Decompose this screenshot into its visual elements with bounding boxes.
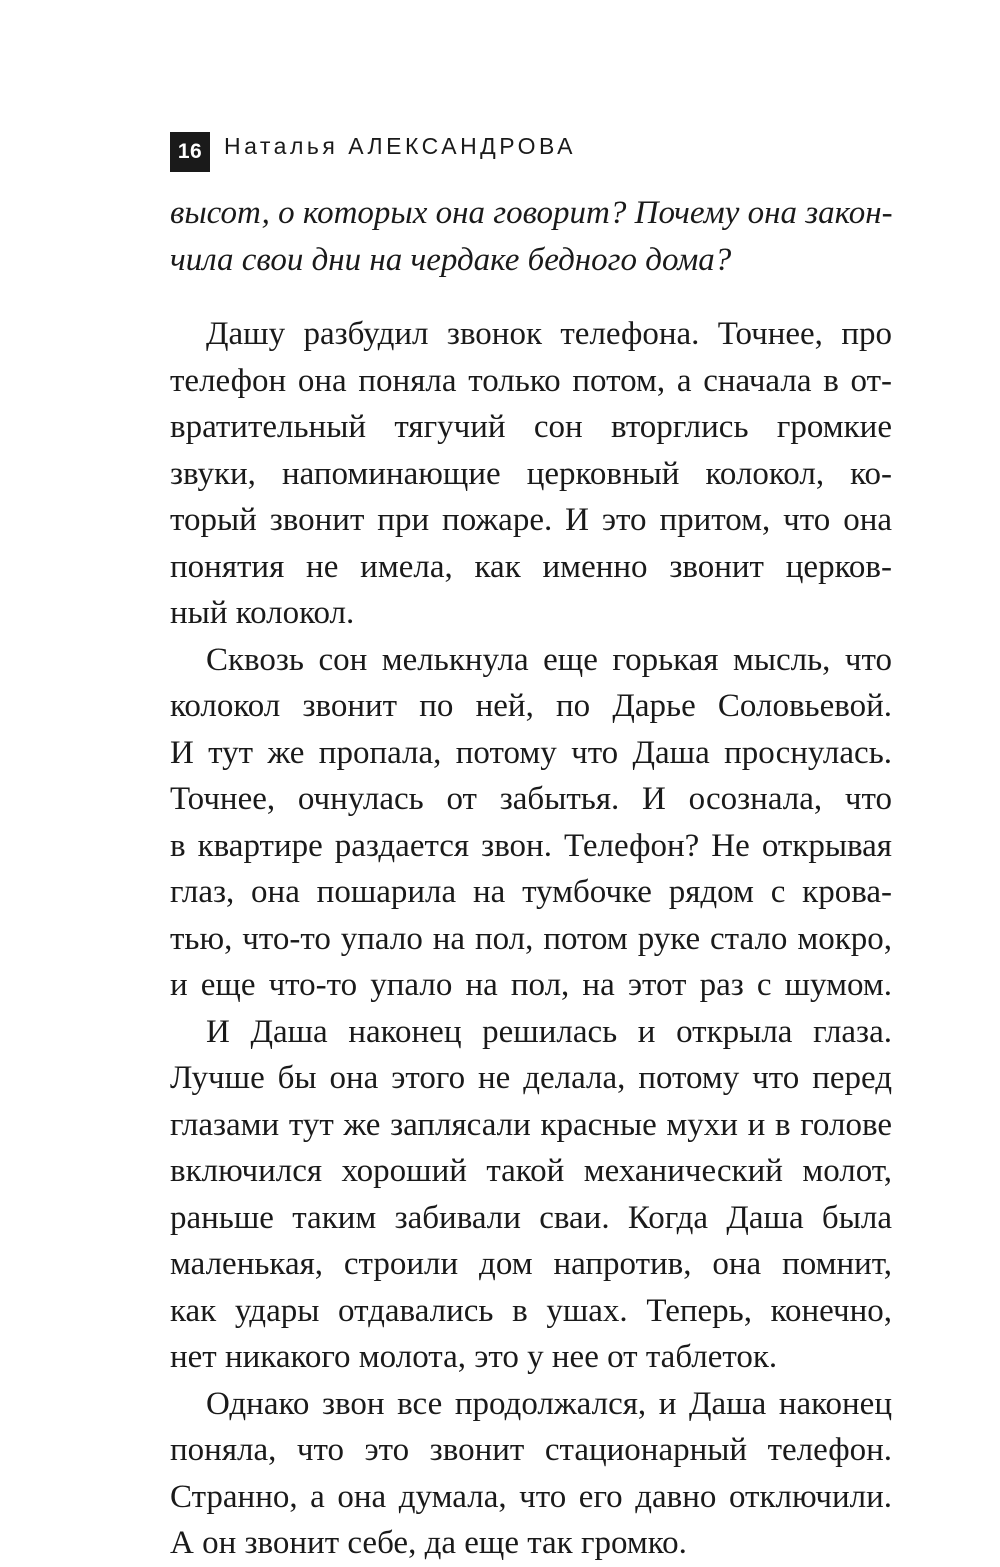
text-line: нет никакого молота, это у нее от таблеток. (170, 1339, 778, 1375)
text-line: включился хороший такой механический молот, (170, 1153, 892, 1189)
text-line: звуки, напоминающие церковный колокол, ко- (170, 455, 892, 492)
paragraph (170, 637, 892, 1009)
text-line: Дашу разбудил звонок телефона. Точнее, про (206, 316, 892, 352)
text-line: торый звонит при пожаре. И это притом, что она (170, 502, 892, 538)
text-line: вратительный тягучий сон вторглись громкие (170, 409, 892, 445)
text-line: Сквозь сон мелькнула еще горькая мысль, что (206, 641, 892, 678)
text-line: И тут же пропала, потому что Даша проснулась. (170, 734, 892, 771)
text-line: глаз, она пошарила на тумбочке рядом с крова- (170, 874, 892, 910)
text-line: Странно, а она думала, что его давно отключили. (170, 1478, 892, 1515)
text-line: Лучше бы она этого не делала, потому что перед (170, 1060, 892, 1096)
text-line: высот, о которых она говорит? Почему она закон- (170, 195, 893, 231)
paragraph (170, 1009, 892, 1381)
text-line: в квартире раздается звон. Телефон? Не открывая (170, 827, 892, 864)
text-line: раньше таким забивали сваи. Когда Даша была (170, 1199, 892, 1236)
paragraph (170, 1381, 892, 1567)
author-name: Наталья АЛЕКСАНДРОВА (224, 132, 576, 159)
text-line: как удары отдавались в ушах. Теперь, конечно, (170, 1292, 892, 1329)
text-line: понятия не имела, как именно звонит церков- (170, 548, 892, 585)
paragraph (170, 311, 892, 637)
body-text (170, 311, 892, 1567)
text-line: ный колокол. (170, 595, 355, 631)
italic-epigraph-continuation (170, 190, 892, 283)
text-line: тью, что-то упало на пол, потом руке стало мокро, (170, 920, 892, 957)
text-line: и еще что-то упало на пол, на этот раз с шумом. (170, 967, 892, 1003)
running-header (170, 132, 576, 172)
text-line: колокол звонит по ней, по Дарье Соловьевой. (170, 688, 892, 724)
text-line: Точнее, очнулась от забытья. И осознала, что (170, 781, 892, 817)
text-line: Однако звон все продолжался, и Даша наконец (206, 1385, 892, 1422)
text-line: маленькая, строили дом напротив, она помнит, (170, 1246, 892, 1282)
text-line: глазами тут же заплясали красные мухи и в голове (170, 1106, 892, 1143)
text-line: чила свои дни на чердаке бедного дома? (170, 241, 732, 278)
text-line: А он звонит себе, да еще так громко. (170, 1525, 687, 1561)
text-line: телефон она поняла только потом, а сначала в от- (170, 362, 892, 399)
text-line: И Даша наконец решилась и открыла глаза. (206, 1013, 892, 1050)
text-line: поняла, что это звонит стационарный телефон. (170, 1432, 892, 1468)
page-number: 16 (170, 132, 210, 172)
